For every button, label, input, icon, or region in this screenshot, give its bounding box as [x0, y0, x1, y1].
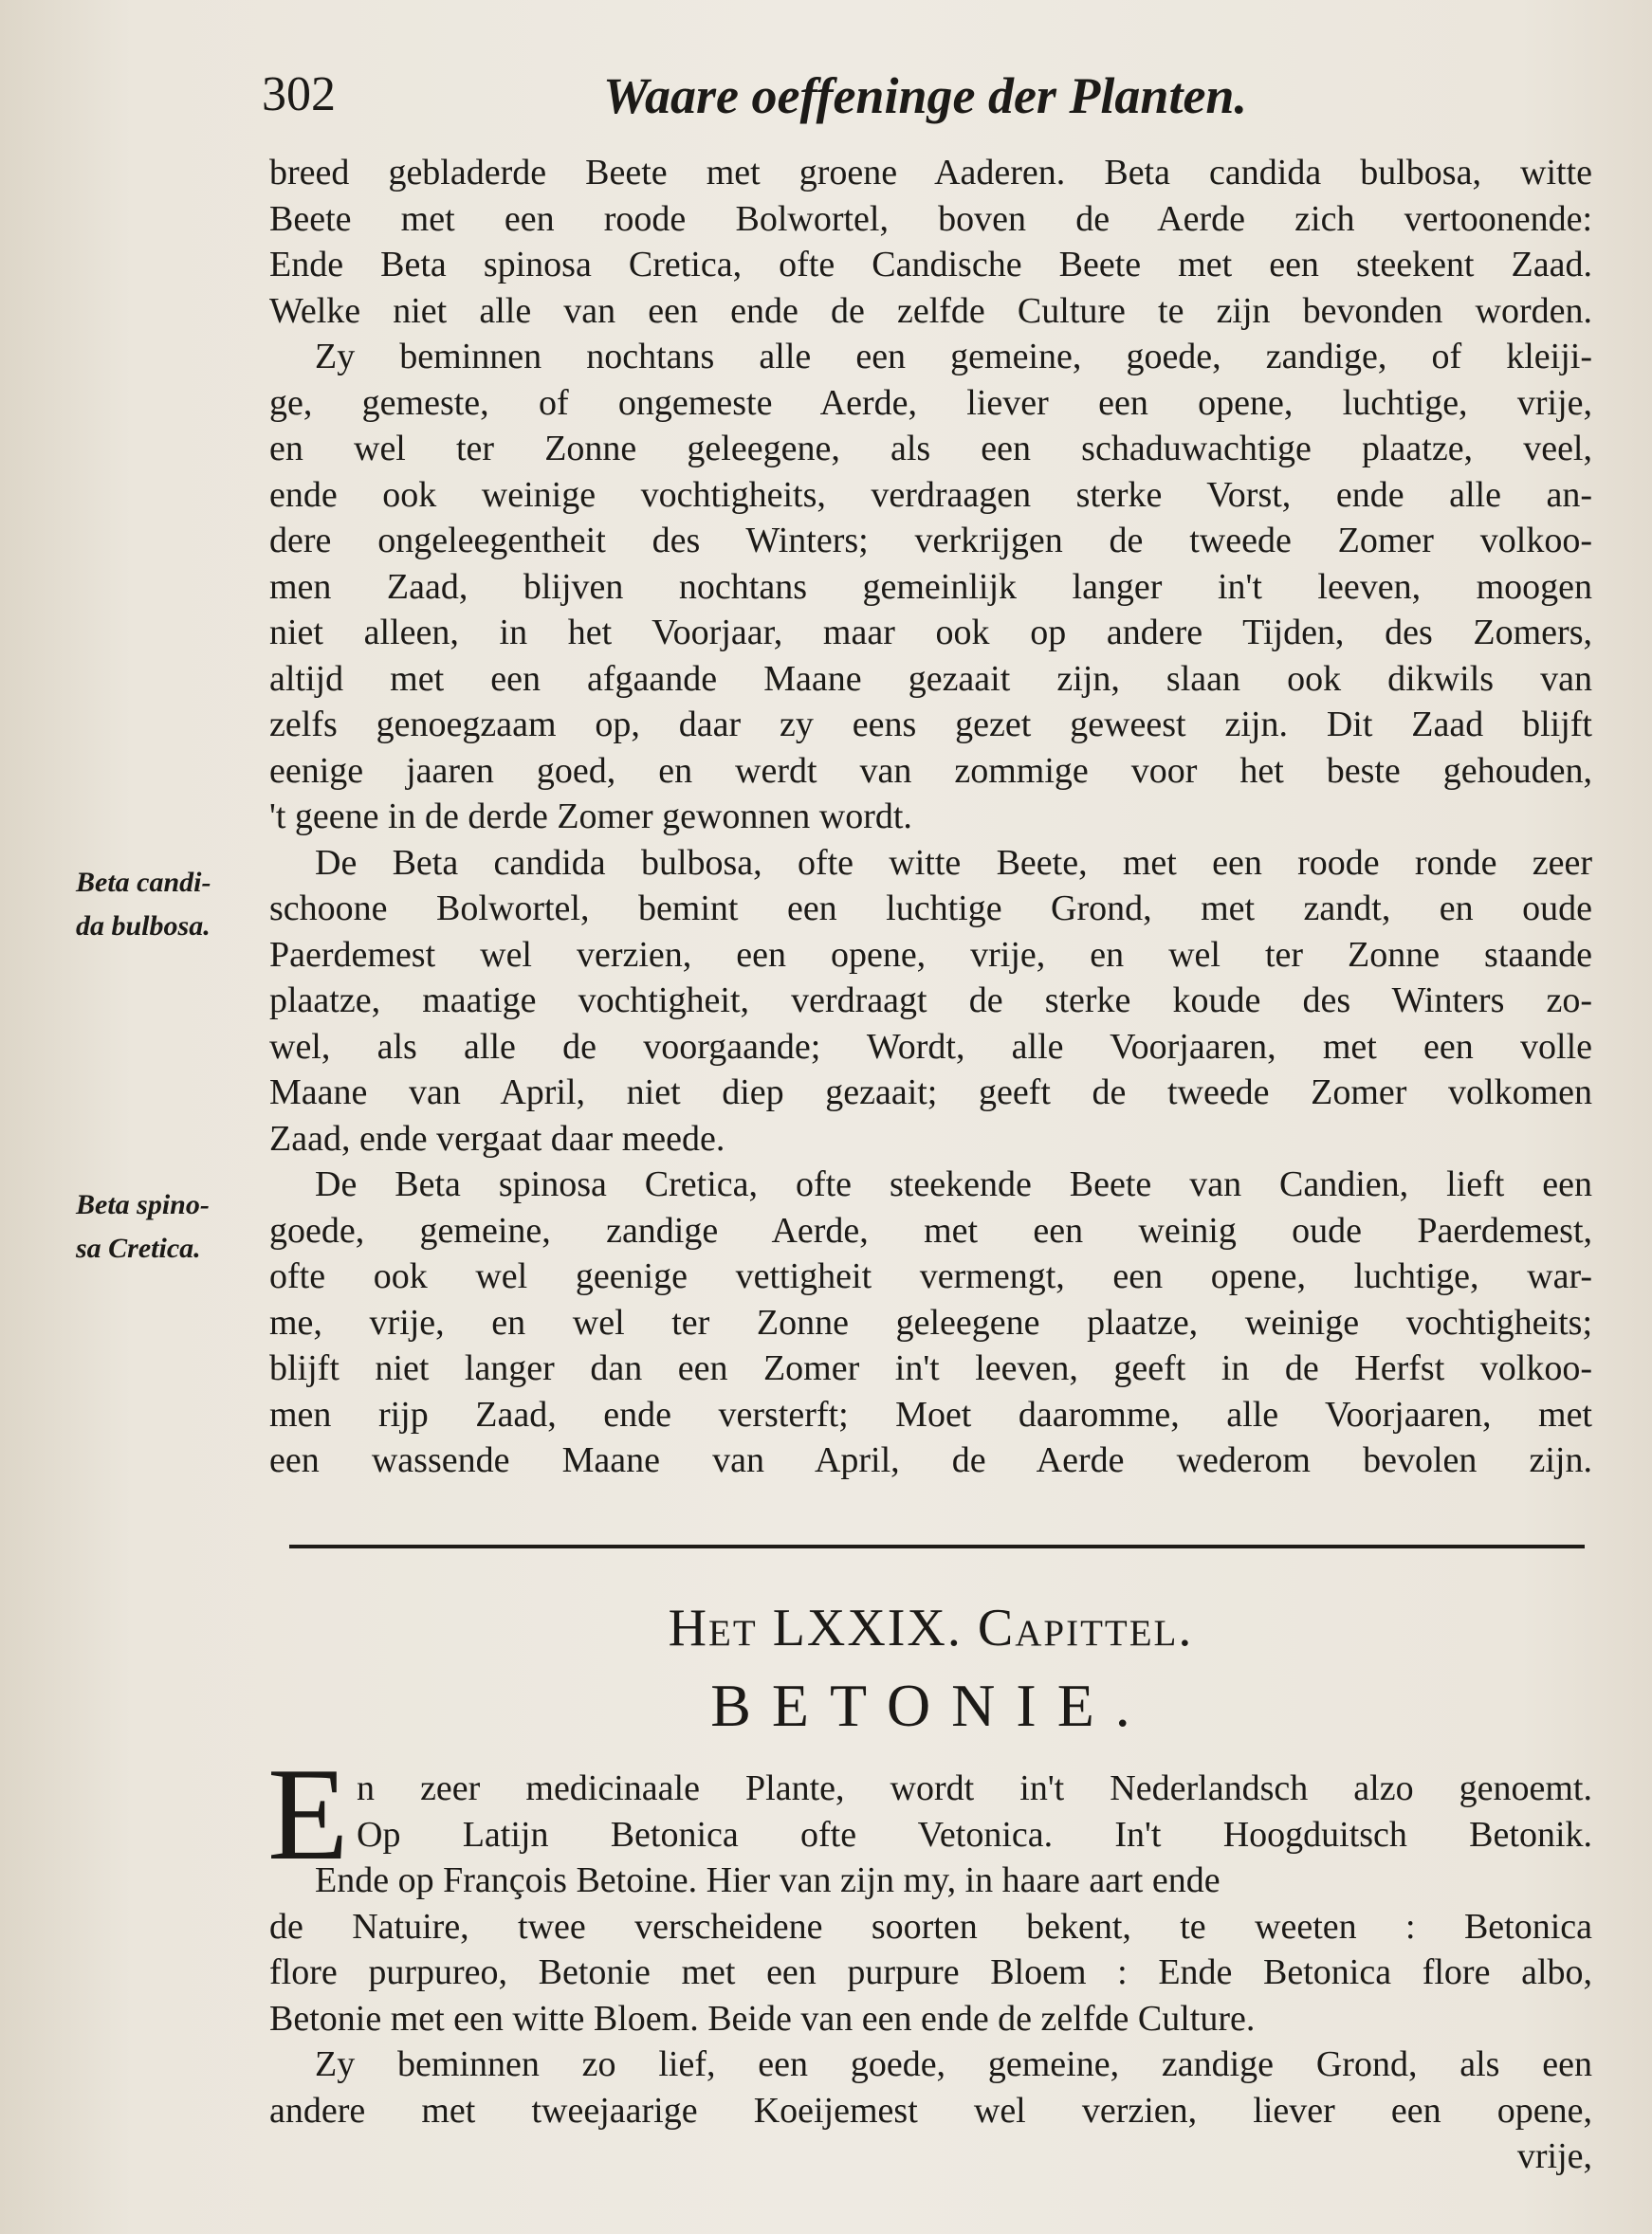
- text-line: en wel ter Zonne geleegene, als een schaduwachtige plaatze, veel,: [269, 429, 1592, 468]
- text-line: men Zaad, blijven nochtans gemeinlijk langer in't leeven, moogen: [269, 566, 1592, 607]
- margin-note-line: Beta candi-: [76, 867, 211, 898]
- text-line: eenige jaaren goed, en werdt van zommige voor het beste gehouden,: [269, 750, 1592, 791]
- text-line: De Beta candida bulbosa, ofte witte Beete, met een roode ronde zeer: [315, 842, 1592, 883]
- text-line: andere met tweejaarige Koeijemest wel verzien, liever een opene,: [269, 2090, 1592, 2131]
- drop-cap: E: [267, 1741, 349, 1888]
- text-line: Welke niet alle van een ende de zelfde Culture te zijn bevonden worden.: [269, 290, 1592, 331]
- chapter-subject: BETONIE.: [710, 1672, 1151, 1739]
- catchword: vrije,: [1516, 2136, 1592, 2176]
- text-line: Beete met een roode Bolwortel, boven de Aerde zich vertoonende:: [269, 198, 1592, 239]
- margin-note-line: Beta spino-: [76, 1189, 210, 1220]
- margin-note-beta-candida: [76, 861, 266, 948]
- text-line: een wassende Maane van April, de Aerde wederom bevolen zijn.: [269, 1440, 1592, 1480]
- section-divider: [289, 1545, 1585, 1548]
- text-line: schoone Bolwortel, bemint een luchtige Grond, met zandt, en oude: [269, 888, 1592, 928]
- text-line: blijft niet langer dan een Zomer in't leeven, geeft in de Herfst volkoo-: [269, 1348, 1592, 1388]
- text-line: breed gebladerde Beete met groene Aaderen. Beta candida bulbosa, witte: [269, 153, 1592, 192]
- page-header: [262, 66, 1589, 142]
- text-line: zelfs genoegzaam op, daar zy eens gezet geweest zijn. Dit Zaad blijft: [269, 705, 1592, 744]
- text-line: dere ongeleegentheit des Winters; verkrijgen de tweede Zomer volkoo-: [269, 521, 1592, 560]
- text-line: flore purpureo, Betonie met een purpure Bloem : Ende Betonica flore albo,: [269, 1952, 1592, 1992]
- text-line: niet alleen, in het Voorjaar, maar ook op andere Tijden, des Zomers,: [269, 613, 1592, 652]
- margin-note-beta-spinosa: [76, 1183, 266, 1271]
- text-line: goede, gemeine, zandige Aerde, met een weinig oude Paerdemest,: [269, 1210, 1592, 1251]
- text-line: ende ook weinige vochtigheits, verdraagen sterke Vorst, ende alle an-: [269, 474, 1592, 515]
- text-line: ofte ook wel geenige vettigheit vermengt, een opene, luchtige, war-: [269, 1256, 1592, 1296]
- text-line: n zeer medicinaale Plante, wordt in't Nederlandsch alzo genoemt.: [357, 1768, 1592, 1808]
- text-line: Ende op François Betoine. Hier van zijn my, in haare aart ende: [315, 1860, 1221, 1900]
- text-line: Paerdemest wel verzien, een opene, vrije, en wel ter Zonne staande: [269, 934, 1592, 975]
- body-text: [269, 150, 1592, 1484]
- text-line: Ende Beta spinosa Cretica, ofte Candische Beete met een steekent Zaad.: [269, 245, 1592, 284]
- text-line: de Natuire, twee verscheidene soorten bekent, te weeten : Betonica: [269, 1906, 1592, 1947]
- running-title: Waare oeffeninge der Planten.: [603, 67, 1247, 124]
- text-line: Zy beminnen zo lief, een goede, gemeine, zandige Grond, als een: [315, 2044, 1592, 2084]
- margin-note-line: da bulbosa.: [76, 910, 211, 942]
- margin-note-line: sa Cretica.: [76, 1233, 201, 1264]
- text-line: Op Latijn Betonica ofte Vetonica. In't Hoogduitsch Betonik.: [357, 1814, 1592, 1855]
- text-line: plaatze, maatige vochtigheit, verdraagt de sterke koude des Winters zo-: [269, 980, 1592, 1020]
- text-line: De Beta spinosa Cretica, ofte steekende Beete van Candien, lieft een: [315, 1164, 1592, 1204]
- text-line: ge, gemeste, of ongemeste Aerde, liever een opene, luchtige, vrije,: [269, 382, 1592, 423]
- text-line: Zy beminnen nochtans alle een gemeine, goede, zandige, of kleiji-: [315, 337, 1592, 376]
- text-line: me, vrije, en wel ter Zonne geleegene plaatze, weinige vochtigheits;: [269, 1302, 1592, 1343]
- text-line: wel, als alle de voorgaande; Wordt, alle Voorjaaren, met een volle: [269, 1026, 1592, 1067]
- text-line: altijd met een afgaande Maane gezaait zijn, slaan ook dikwils van: [269, 658, 1592, 699]
- text-line: Betonie met een witte Bloem. Beide van een ende de zelfde Culture.: [269, 1998, 1256, 2039]
- chapter-body: [269, 1766, 1592, 2180]
- chapter-title: Het LXXIX. Capittel.: [668, 1599, 1194, 1657]
- text-line: men rijp Zaad, ende versterft; Moet daaromme, alle Voorjaaren, met: [269, 1394, 1592, 1435]
- page-number: 302: [262, 67, 336, 121]
- text-line: Maane van April, niet diep gezaait; geeft de tweede Zomer volkomen: [269, 1072, 1592, 1112]
- text-line: Zaad, ende vergaat daar meede.: [269, 1118, 725, 1159]
- text-line: 't geene in de derde Zomer gewonnen wordt.: [269, 797, 912, 836]
